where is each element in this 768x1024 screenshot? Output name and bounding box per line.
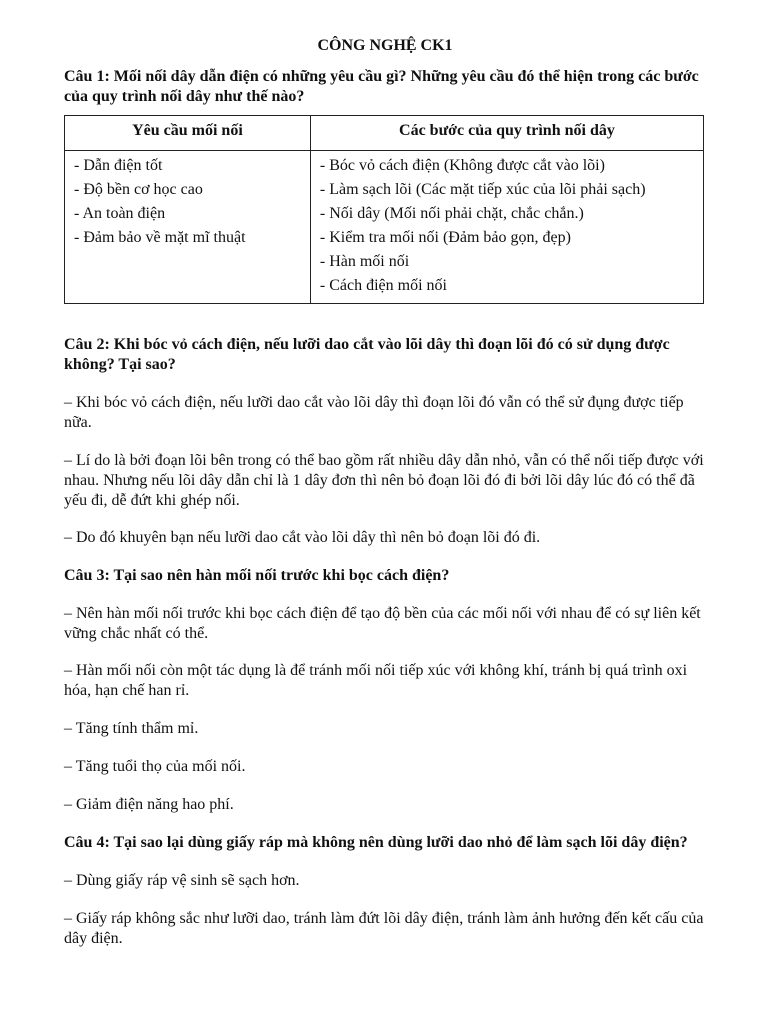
list-item: - Độ bền cơ học cao [74, 181, 203, 198]
answer-paragraph: – Khi bóc vỏ cách điện, nếu lưỡi dao cắt vào lõi dây thì đoạn lõi đó vẫn có thể sử đụng được tiếp nữa. [64, 394, 684, 431]
requirements-cell [65, 151, 311, 304]
answer-paragraph: – Hàn mối nối còn một tác dụng là để tránh mối nối tiếp xúc với không khí, tránh bị quá trình oxi hóa, hạn chế han rỉ. [64, 662, 688, 699]
table-row [65, 151, 704, 304]
answer-paragraph: – Giảm điện năng hao phí. [64, 796, 234, 813]
answer-paragraph: – Lí do là bởi đoạn lõi bên trong có thể bao gồm rất nhiều dây dẫn nhỏ, vẫn có thể nối tiếp được với nhau. Nhưng nếu lõi dây dẫn chỉ là 1 dây đơn thì nên bỏ đoạn lõi đó đi bởi lõi dây lúc đó có thể đã yếu đi, dễ đứt khi ghép nối. [64, 452, 704, 509]
question-3: Câu 3: Tại sao nên hàn mối nối trước khi bọc cách điện? [64, 567, 450, 584]
list-item: - Làm sạch lõi (Các mặt tiếp xúc của lõi phải sạch) [319, 181, 646, 198]
table-header-requirements: Yêu cầu mối nối [65, 116, 311, 151]
answer-paragraph: – Tăng tính thẩm mỉ. [64, 720, 199, 737]
document-title: CÔNG NGHỆ CK1 [317, 37, 453, 54]
question-1: Câu 1: Mối nối dây dẫn điện có những yêu cầu gì? Những yêu cầu đó thể hiện trong các bước của quy trình nối dây như thế nào? [64, 68, 699, 105]
list-item: - An toàn điện [74, 205, 166, 222]
list-item: - Dẫn điện tốt [74, 157, 163, 174]
answer-paragraph: – Giấy ráp không sắc như lưỡi dao, tránh làm đứt lõi dây điện, tránh làm ảnh hưởng đến kết cấu của dây điện. [64, 910, 704, 947]
steps-cell [310, 151, 703, 304]
list-item: - Hàn mối nối [319, 253, 410, 270]
list-item: - Bóc vỏ cách điện (Không được cắt vào lõi) [319, 157, 605, 174]
requirements-table [64, 115, 704, 304]
answer-paragraph: – Tăng tuổi thọ của mối nối. [64, 758, 246, 775]
list-item: - Cách điện mối nối [319, 277, 447, 294]
question-4: Câu 4: Tại sao lại dùng giấy ráp mà không nên dùng lưỡi dao nhỏ để làm sạch lõi dây điện? [64, 834, 688, 851]
answer-paragraph: – Nên hàn mối nối trước khi bọc cách điện để tạo độ bền của các mối nối với nhau để có sự liên kết vững chắc nhất có thể. [64, 605, 701, 642]
list-item: - Đảm bảo về mặt mĩ thuật [74, 229, 246, 246]
list-item: - Nối dây (Mối nối phải chặt, chắc chắn.) [319, 205, 584, 222]
document-page [64, 36, 706, 949]
question-2: Câu 2: Khi bóc vỏ cách điện, nếu lưỡi dao cắt vào lõi dây thì đoạn lõi đó có sử dụng được không? Tại sao? [64, 336, 670, 373]
list-item: - Kiểm tra mối nối (Đảm bảo gọn, đẹp) [319, 229, 571, 246]
answer-paragraph: – Dùng giấy ráp vệ sinh sẽ sạch hơn. [64, 872, 300, 889]
answer-paragraph: – Do đó khuyên bạn nếu lưỡi dao cắt vào lõi dây thì nên bỏ đoạn lõi đó đi. [64, 529, 541, 546]
table-header-row [65, 116, 704, 151]
table-header-steps: Các bước của quy trình nối dây [310, 116, 703, 151]
